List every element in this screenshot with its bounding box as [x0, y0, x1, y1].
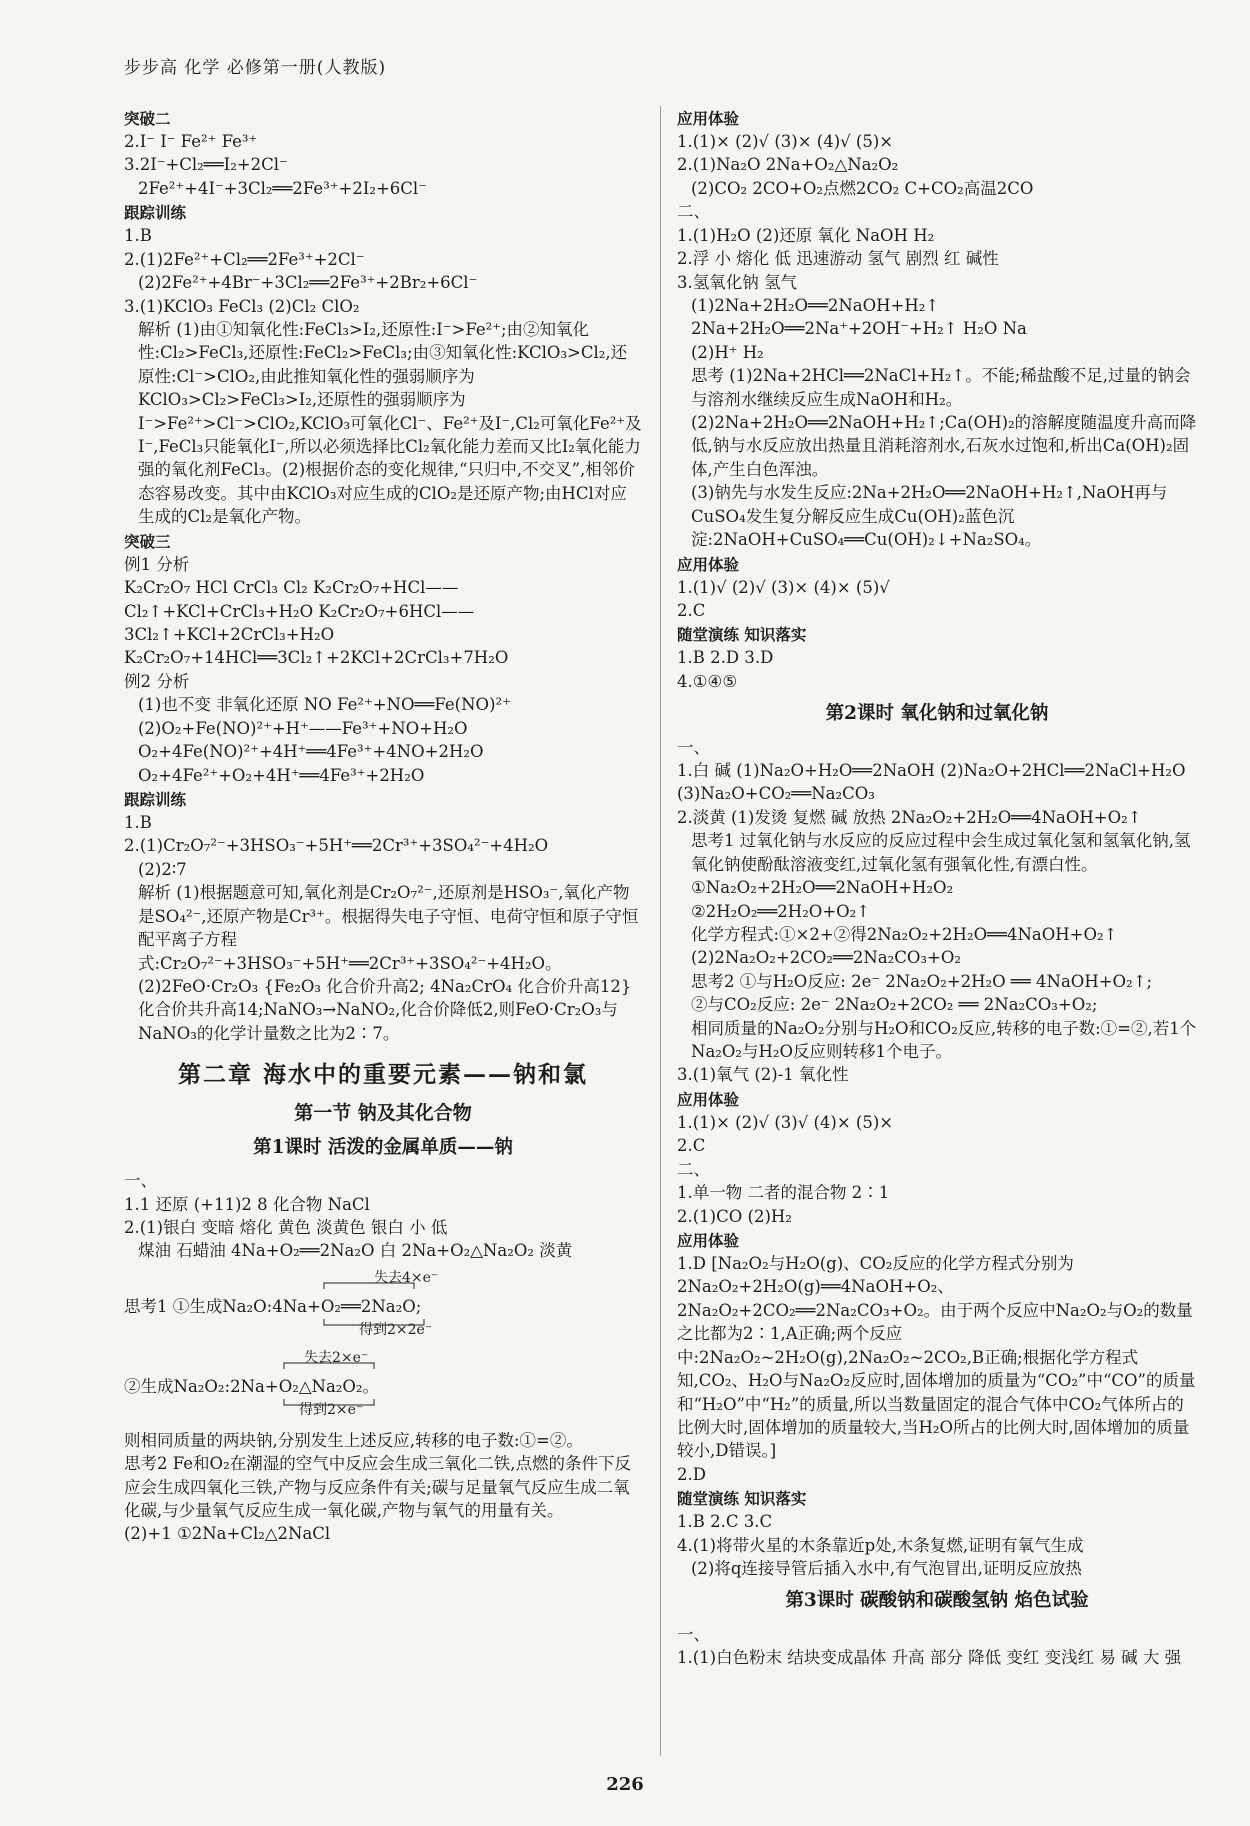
subheading: 应用体验	[677, 555, 740, 574]
answer-line: (2)H⁺ H₂	[691, 342, 764, 362]
answer-line: 一、	[677, 737, 710, 757]
answer-line: 1.D [Na₂O₂与H₂O(g)、CO₂反应的化学方程式分别为2Na₂O₂+2H₂O(g)══4NaOH+O₂、2Na₂O₂+2CO₂══2Na₂CO₃+O₂。由于两个反应中Na₂O₂与O₂的数量之比都为2∶1,A正确;两个反应中:2Na₂O₂~2H₂O(g),2Na₂O₂~2CO₂,B正确;根据化学方程式知,CO₂、H₂O与Na₂O₂反应时,固体增加的质量为“CO₂”中“CO”的质量和“H₂O”中“H₂”的质量,所以当数量固定的混合气体中CO₂气体所占的比例大时,固体增加的质量较大,当H₂O所占的比例大时,固体增加的质量较小,D错误。]	[677, 1253, 1196, 1461]
subheading: 突破二	[124, 110, 171, 128]
subheading: 应用体验	[677, 1231, 740, 1250]
answer-line: (2)将q连接导管后插入水中,有气泡冒出,证明反应放热	[691, 1559, 1082, 1579]
answer-line: (1)也不变 非氧化还原 NO Fe²⁺+NO══Fe(NO)²⁺	[138, 695, 511, 715]
page-number: 226	[606, 1774, 644, 1795]
answer-line: 1.(1)H₂O (2)还原 氧化 NaOH H₂	[677, 225, 935, 245]
section-title: 第一节 钠及其化合物	[294, 1101, 472, 1124]
right-answers-part2	[677, 736, 1197, 1581]
answer-line: 二、	[677, 202, 710, 222]
answer-line: 4.①④⑤	[677, 671, 738, 691]
lesson-title-3: 第3课时 碳酸钠和碳酸氢钠 焰色试验	[785, 1590, 1089, 1612]
subheading: 随堂演练 知识落实	[677, 626, 807, 645]
answer-line: 2Fe²⁺+4I⁻+3Cl₂══2Fe³⁺+2I₂+6Cl⁻	[138, 178, 427, 198]
answer-line: 1.白 碱 (1)Na₂O+H₂O══2NaOH (2)Na₂O+2HCl══2NaCl+H₂O (3)Na₂O+CO₂══Na₂CO₃	[677, 760, 1191, 804]
column-divider	[660, 106, 661, 1756]
subheading: 随堂演练 知识落实	[677, 1490, 807, 1509]
answer-line: 2.浮 小 熔化 低 迅速游动 氢气 剧烈 红 碱性	[677, 249, 999, 269]
answer-line: ②与CO₂反应: 2e⁻ 2Na₂O₂+2CO₂ ══ 2Na₂CO₃+O₂;	[691, 995, 1098, 1015]
answer-line: 1.B 2.D 3.D	[677, 648, 774, 668]
answer-line: (2)CO₂ 2CO+O₂点燃2CO₂ C+CO₂高温2CO	[691, 178, 1034, 198]
answer-line: 思考1 过氧化钠与水反应的反应过程中会生成过氧化氢和氢氧化钠,氢氧化钠使酚酞溶液变红,过氧化氢有强氧化性,有漂白性。	[691, 831, 1191, 874]
answer-line: 解析 (1)由①知氧化性:FeCl₃>I₂,还原性:I⁻>Fe²⁺;由②知氧化性:Cl₂>FeCl₃,还原性:FeCl₂>FeCl₃;由③知氧化性:KClO₃>Cl₂,还原性:Cl⁻>ClO₂,由此推知氧化性的强弱顺序为KClO₃>Cl₂>FeCl₃>I₂,还原性的强弱顺序为I⁻>Fe²⁺>Cl⁻>ClO₂,KClO₃可氧化Cl⁻、Fe²⁺及I⁻,Cl₂可氧化Fe²⁺及I⁻,FeCl₃只能氧化I⁻,所以必须选择比Cl₂氧化能力差而又比I₂氧化能力强的氧化剂FeCl₃。(2)根据价态的变化规律,“只归中,不交叉”,相邻价态容易改变。其中由KClO₃对应生成的ClO₂是还原产物;由HCl对应生成的Cl₂是氧化产物。	[138, 319, 642, 527]
answer-line: 4.(1)将带火星的木条靠近p处,木条复燃,证明有氧气生成	[677, 1535, 1084, 1555]
answer-line: 2.C	[677, 1136, 706, 1156]
answer-line: 2Na+2H₂O══2Na⁺+2OH⁻+H₂↑ H₂O Na	[691, 319, 1027, 339]
left-answers-part2	[124, 1169, 642, 1263]
answer-line: 1.B 2.C 3.C	[677, 1512, 773, 1532]
answer-line: 2.(1)Na₂O 2Na+O₂△Na₂O₂	[677, 155, 899, 175]
answer-line: 2.C	[677, 601, 706, 621]
answer-line: ①Na₂O₂+2H₂O══2NaOH+H₂O₂	[691, 878, 954, 898]
answer-line: 1.(1)× (2)√ (3)× (4)√ (5)×	[677, 132, 894, 151]
answer-line: 1.B	[124, 226, 152, 246]
answer-line: (2)2Na₂O₂+2CO₂══2Na₂CO₃+O₂	[691, 948, 961, 968]
answer-line: 1.B	[124, 812, 152, 832]
answer-line: 思考2 Fe和O₂在潮湿的空气中反应会生成三氧化二铁,点燃的条件下反应会生成四氧化三铁,产物与反应条件有关;碳与足量氧气反应生成二氧化碳,与少量氧气反应生成一氧化碳,产物与氧气的用量有关。	[124, 1454, 631, 1521]
running-header: 步步高 化学 必修第一册(人教版)	[124, 58, 387, 78]
answer-line: 3.2I⁻+Cl₂══I₂+2Cl⁻	[124, 155, 288, 175]
subheading: 跟踪训练	[124, 204, 187, 223]
reaction-line: 思考1 ①生成Na₂O:4Na+O₂══2Na₂O;	[124, 1296, 422, 1316]
subheading: 跟踪训练	[124, 790, 187, 809]
answer-line: (2)2Na+2H₂O══2NaOH+H₂↑;Ca(OH)₂的溶解度随温度升高而降低,钠与水反应放出热量且消耗溶剂水,石灰水过饱和,析出Ca(OH)₂固体,产生白色浑浊。	[691, 413, 1197, 479]
answer-line: ②2H₂O₂══2H₂O+O₂↑	[691, 901, 871, 921]
answer-line: 解析 (1)根据题意可知,氧化剂是Cr₂O₇²⁻,还原剂是HSO₃⁻,氧化产物是SO₄²⁻,还原产物是Cr³⁺。根据得失电子守恒、电荷守恒和原子守恒配平离子方程式:Cr₂O₇²⁻+3HSO₃⁻+5H⁺══2Cr³⁺+3SO₄²⁻+4H₂O。	[138, 883, 639, 973]
answer-line: 2.(1)2Fe²⁺+Cl₂══2Fe³⁺+2Cl⁻	[124, 249, 365, 269]
lesson-title-2: 第2课时 氧化钠和过氧化钠	[825, 703, 1049, 725]
answer-line: 思考 (1)2Na+2HCl══2NaCl+H₂↑。不能;稀盐酸不足,过量的钠会与溶剂水继续反应生成NaOH和H₂。	[691, 366, 1191, 409]
answer-line: 1.1 还原 (+11)2 8 化合物 NaCl	[124, 1194, 370, 1214]
lose-electrons-label: 失去4×e⁻	[374, 1269, 439, 1286]
right-answers-part1	[677, 108, 1197, 693]
chapter-title: 第二章 海水中的重要元素——钠和氯	[177, 1061, 588, 1089]
gain-electrons-label: 得到2×2e⁻	[359, 1321, 433, 1338]
answer-line: (2)O₂+Fe(NO)²⁺+H⁺——Fe³⁺+NO+H₂O O₂+4Fe(NO)²⁺+4H⁺══4Fe³⁺+4NO+2H₂O O₂+4Fe²⁺+O₂+4H⁺══4Fe³⁺+2H₂O	[138, 718, 489, 785]
answer-line: 例1 分析	[124, 554, 190, 574]
answer-line: 思考2 ①与H₂O反应: 2e⁻ 2Na₂O₂+2H₂O ══ 4NaOH+O₂↑;	[691, 971, 1153, 991]
answer-line: (1)2Na+2H₂O══2NaOH+H₂↑	[691, 295, 940, 315]
answer-line: 3.(1)氧气 (2)-1 氧化性	[677, 1065, 849, 1085]
answer-line: 3.(1)KClO₃ FeCl₃ (2)Cl₂ ClO₂	[124, 296, 360, 316]
answer-line: (2)+1 ①2Na+Cl₂△2NaCl	[124, 1524, 331, 1544]
answer-line: 相同质量的Na₂O₂分别与H₂O和CO₂反应,转移的电子数:①=②,若1个Na₂O₂与H₂O反应则转移1个电子。	[691, 1018, 1197, 1062]
answer-line: 2.(1)银白 变暗 熔化 黄色 淡黄色 银白 小 低	[124, 1217, 448, 1237]
answer-line: 1.单一物 二者的混合物 2∶1	[677, 1183, 890, 1203]
answer-line: 3.氢氧化钠 氢气	[677, 272, 797, 292]
answer-line: (2)2Fe²⁺+4Br⁻+3Cl₂══2Fe³⁺+2Br₂+6Cl⁻	[138, 273, 478, 293]
answer-line: 2.(1)CO (2)H₂	[677, 1206, 792, 1226]
answer-line: (2)2FeO·Cr₂O₃ {Fe₂O₃ 化合价升高2; 4Na₂CrO₄ 化合价升高12} 化合价共升高14;NaNO₃→NaNO₂,化合价降低2,则FeO·Cr₂O₃与NaNO₃的化学计量数之比为2∶7。	[138, 976, 637, 1043]
right-answers-part3	[677, 1623, 1197, 1670]
answer-line: (2)2∶7	[138, 859, 187, 879]
answer-line: K₂Cr₂O₇ HCl CrCl₃ Cl₂ K₂Cr₂O₇+HCl——Cl₂↑+KCl+CrCl₃+H₂O K₂Cr₂O₇+6HCl——3Cl₂↑+KCl+2CrCl₃+H₂O K₂Cr₂O₇+14HCl══3Cl₂↑+2KCl+2CrCl₃+7H₂O	[124, 578, 509, 668]
lesson-title-1: 第1课时 活泼的金属单质——钠	[253, 1136, 513, 1158]
answer-line: 二、	[677, 1159, 710, 1179]
subheading: 突破三	[124, 532, 171, 551]
answer-line: 1.(1)√ (2)√ (3)× (4)× (5)√	[677, 577, 890, 597]
subheading: 应用体验	[677, 110, 740, 128]
left-answers-part1	[124, 108, 642, 1045]
electron-transfer-diagram-na2o	[124, 1269, 642, 1343]
answer-line: 2.淡黄 (1)发烫 复燃 碱 放热 2Na₂O₂+2H₂O══4NaOH+O₂↑	[677, 807, 1142, 827]
right-column	[677, 106, 1197, 1670]
reaction-line: ②生成Na₂O₂:2Na+O₂△Na₂O₂。	[124, 1376, 380, 1396]
left-answers-part3	[124, 1429, 642, 1546]
answer-line: 一、	[677, 1624, 710, 1644]
subheading: 应用体验	[677, 1090, 740, 1109]
answer-line: 则相同质量的两块钠,分别发生上述反应,转移的电子数:①=②。	[124, 1430, 583, 1450]
answer-line: 2.I⁻ I⁻ Fe²⁺ Fe³⁺	[124, 132, 258, 151]
electron-transfer-diagram-na2o2	[124, 1349, 642, 1423]
answer-line: 1.(1)× (2)√ (3)√ (4)× (5)×	[677, 1112, 894, 1132]
lose-electrons-label: 失去2×e⁻	[304, 1349, 369, 1366]
left-column	[124, 106, 642, 1546]
answer-line: (3)钠先与水发生反应:2Na+2H₂O══2NaOH+H₂↑,NaOH再与CuSO₄发生复分解反应生成Cu(OH)₂蓝色沉淀:2NaOH+CuSO₄══Cu(OH)₂↓+Na₂SO₄。	[691, 483, 1168, 550]
answer-line: 2.(1)Cr₂O₇²⁻+3HSO₃⁻+5H⁺══2Cr³⁺+3SO₄²⁻+4H₂O	[124, 836, 549, 856]
answer-line: 化学方程式:①×2+②得2Na₂O₂+2H₂O══4NaOH+O₂↑	[691, 924, 1118, 944]
gain-electrons-label: 得到2×e⁻	[299, 1401, 364, 1418]
answer-line: 例2 分析	[124, 671, 190, 691]
answer-line: 一、	[124, 1171, 157, 1191]
answer-line: 2.D	[677, 1464, 706, 1484]
answer-line: 1.(1)白色粉末 结块变成晶体 升高 部分 降低 变红 变浅红 易 碱 大 强	[677, 1648, 1182, 1668]
answer-line: 煤油 石蜡油 4Na+O₂══2Na₂O 白 2Na+O₂△Na₂O₂ 淡黄	[138, 1241, 573, 1261]
